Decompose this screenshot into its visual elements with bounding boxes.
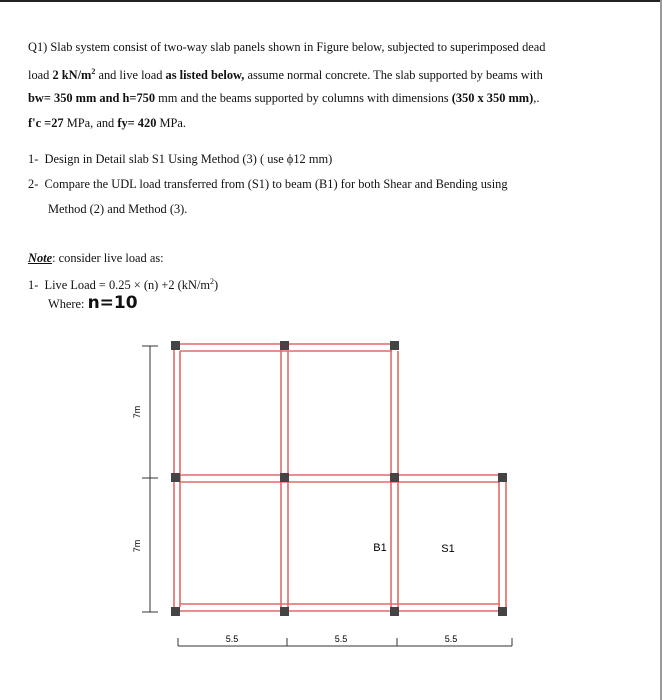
column bbox=[280, 473, 289, 482]
dim-horizontal-3: 5.5 bbox=[444, 634, 458, 644]
slab-s1-label: S1 bbox=[441, 543, 455, 555]
column-dimensions: (350 x 350 mm) bbox=[451, 91, 534, 105]
n-value: n=10 bbox=[87, 293, 138, 313]
q2-text-b: and live load bbox=[95, 68, 166, 83]
beams bbox=[174, 344, 506, 614]
q4-text-a: MPa, and bbox=[63, 116, 118, 130]
beam-b1-label: B1 bbox=[373, 542, 387, 554]
fc-value: f'c =27 bbox=[28, 116, 64, 130]
task-2-number: 2- bbox=[28, 177, 39, 191]
q2-bold-text: as listed below, bbox=[165, 68, 245, 83]
column bbox=[390, 607, 399, 616]
task-2-cont-text: Method (2) and Method (3). bbox=[48, 202, 188, 216]
q3-text-a: mm and the beams supported by columns with dimensions bbox=[155, 91, 452, 105]
column bbox=[280, 341, 289, 350]
q4-text-b: MPa. bbox=[156, 116, 187, 130]
q2-text-a: load bbox=[28, 68, 53, 83]
fy-value: fy= 420 bbox=[117, 116, 157, 130]
column bbox=[390, 473, 399, 482]
dim-horizontal-2: 5.5 bbox=[334, 634, 348, 644]
column bbox=[280, 607, 289, 616]
column bbox=[498, 607, 507, 616]
task-1-number: 1- bbox=[28, 152, 39, 166]
question-line-2: load 2 $kN/m^2$ and live load as listed below, assume normal concrete. The slab supported by beams with bbox=[28, 67, 543, 83]
note-item-number: 1- bbox=[28, 278, 39, 293]
dead-load-value: 2 kN/m bbox=[52, 68, 92, 83]
dim-horizontal-1: 5.5 bbox=[225, 634, 239, 644]
note-text: : consider live load as: bbox=[52, 251, 164, 265]
column bbox=[498, 473, 507, 482]
live-load-formula: Live Load = 0.25 × (n) +2 (kN/m bbox=[44, 278, 211, 293]
dim-vertical-top: 7m bbox=[132, 405, 142, 419]
beam-dimensions: bw= 350 mm and h=750 bbox=[28, 91, 156, 105]
vertical-dimension bbox=[142, 346, 158, 612]
note-label: Note bbox=[28, 251, 53, 265]
q2-text-c: assume normal concrete. The slab supported by beams with bbox=[244, 68, 543, 83]
column bbox=[171, 473, 180, 482]
task-2-text: Compare the UDL load transferred from (S1) to beam (B1) for both Shear and Bending using bbox=[44, 177, 508, 191]
question-text-1: Q1) Slab system consist of two-way slab panels shown in Figure below, subjected to superimposed dead bbox=[28, 40, 546, 54]
task-1-text: Design in Detail slab S1 Using Method (3) ( use ϕ12 mm) bbox=[44, 152, 333, 166]
note-item: 1- Live Load = 0.25 × (n) +2 $(kN/m^2)$ bbox=[28, 277, 219, 293]
column bbox=[171, 341, 180, 350]
formula-close: ) bbox=[214, 278, 219, 293]
column bbox=[390, 341, 399, 350]
columns bbox=[171, 341, 507, 616]
q3-text-b: ,. bbox=[533, 91, 540, 105]
column bbox=[171, 607, 180, 616]
dim-vertical-bottom: 7m bbox=[132, 539, 142, 553]
where-label: Where: bbox=[48, 297, 88, 311]
